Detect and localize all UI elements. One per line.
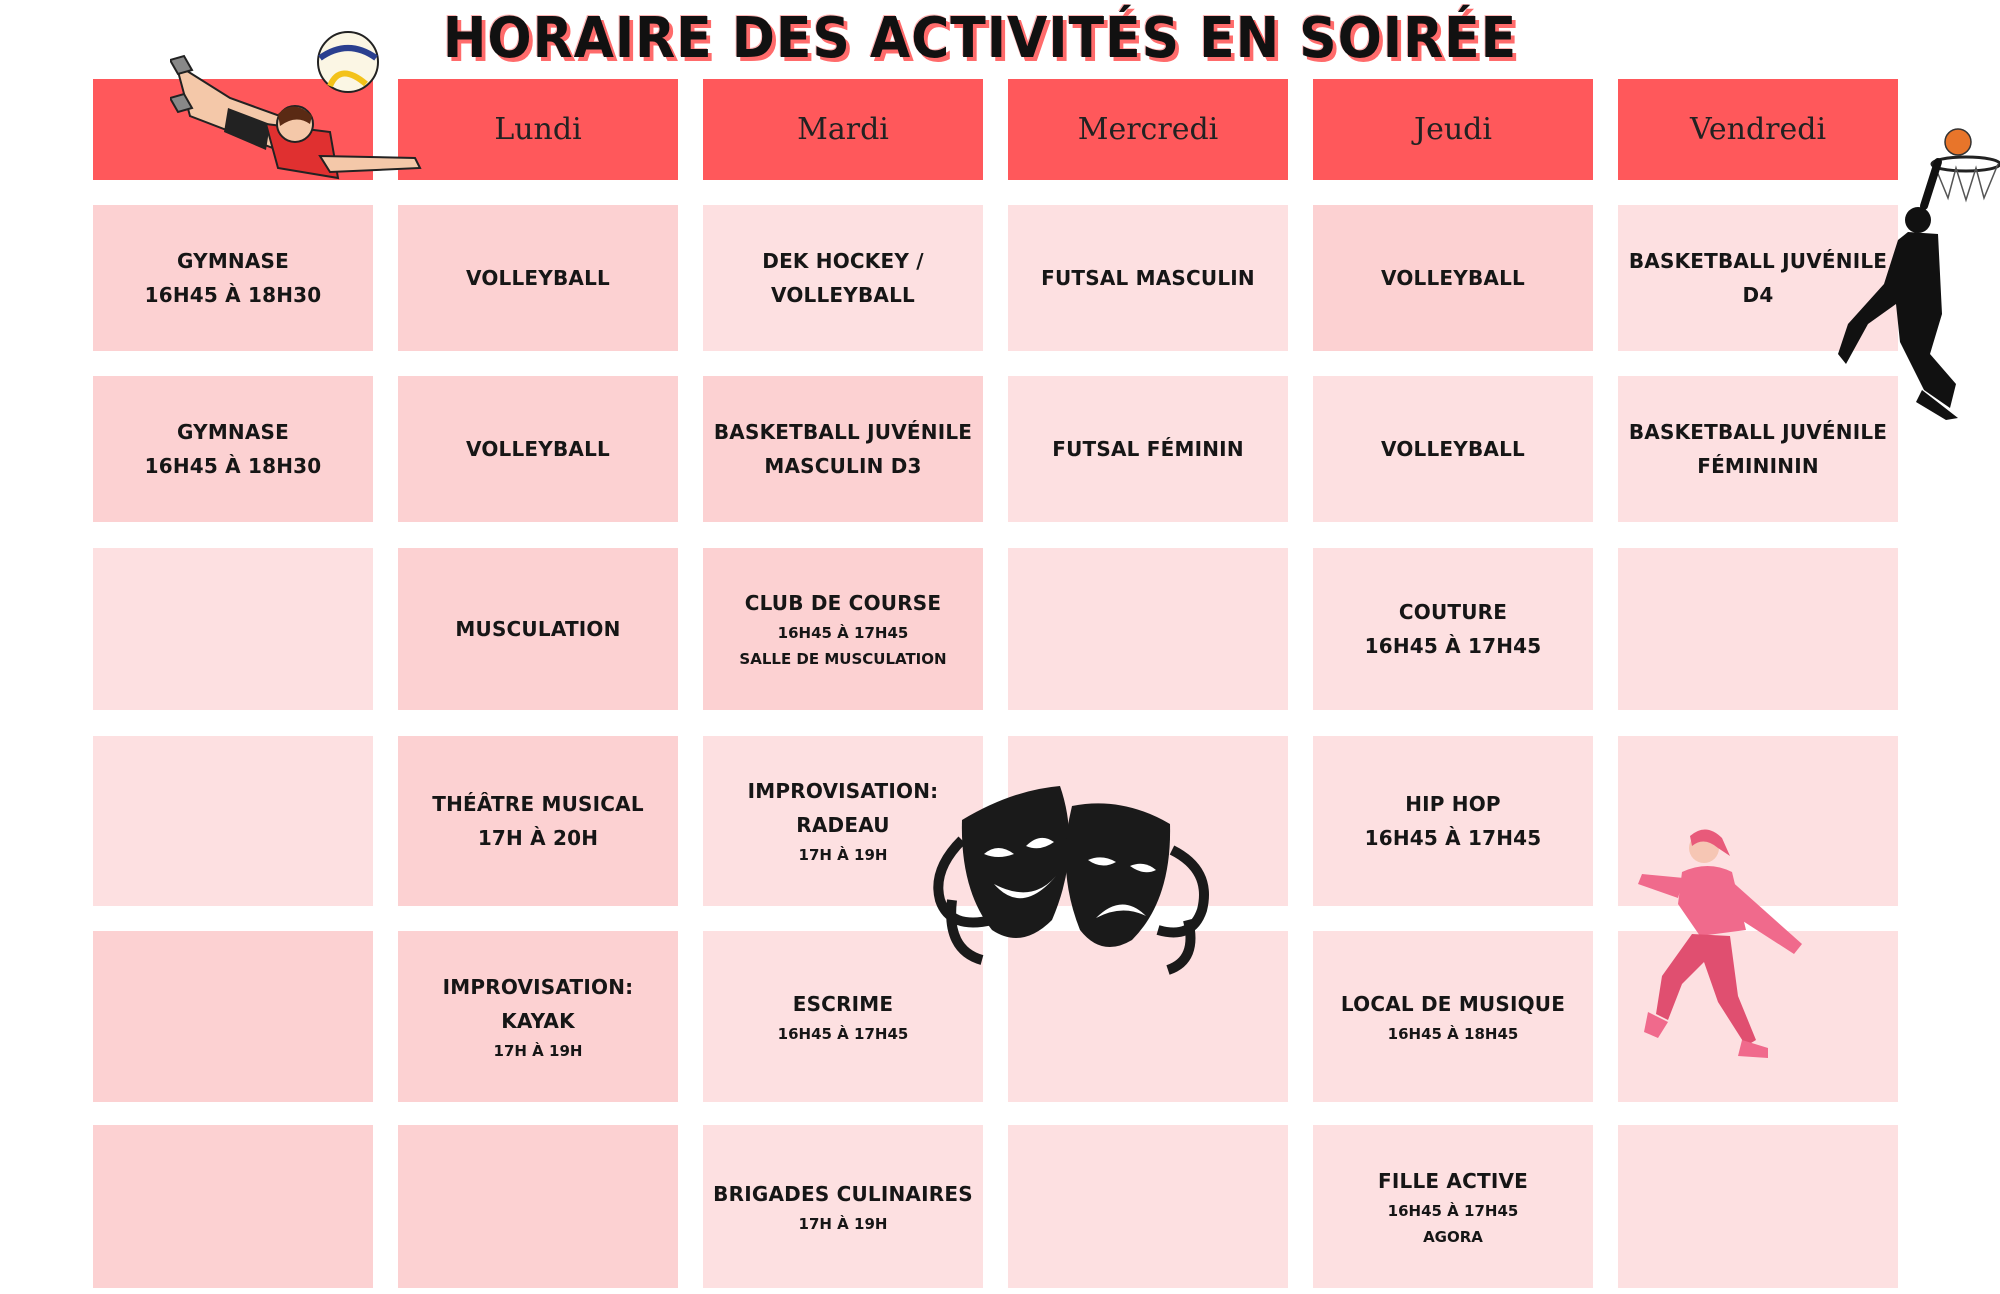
schedule-cell (398, 205, 678, 351)
schedule-cell (398, 1125, 678, 1288)
activity-text: MASCULIN D3 (764, 454, 922, 478)
day-header-3 (1008, 79, 1288, 180)
activity-detail: 16H45 À 18H45 (1387, 1024, 1519, 1043)
activity-text: IMPROVISATION: (442, 974, 634, 999)
activity-text: THÉÂTRE MUSICAL (432, 792, 644, 816)
activity-detail: 17H À 19H (798, 846, 888, 864)
activity-text: FUTSAL FÉMININ (1052, 437, 1244, 461)
activity-detail: 17H À 19H (798, 1214, 888, 1233)
day-header-1 (398, 79, 678, 180)
activity-text: 16H45 À 18H30 (144, 454, 322, 478)
schedule-cell (93, 205, 373, 351)
activity-detail: 17H À 19H (493, 1041, 583, 1060)
schedule-cell (1313, 376, 1593, 522)
activity-text: BRIGADES CULINAIRES (713, 1181, 973, 1206)
schedule-cell (398, 931, 678, 1102)
activity-text: 16H45 À 17H45 (1364, 634, 1542, 658)
schedule-cell (703, 376, 983, 522)
activity-text: 16H45 À 18H30 (144, 283, 322, 307)
day-label: Mardi (797, 112, 889, 147)
activity-detail: SALLE DE MUSCULATION (739, 650, 947, 668)
day-label: Lundi (494, 112, 582, 147)
basketball-player-silhouette (1838, 128, 2000, 420)
activity-text: 17H À 20H (477, 826, 599, 850)
activity-text: BASKETBALL JUVÉNILE (713, 420, 973, 444)
activity-detail: 16H45 À 17H45 (1387, 1201, 1519, 1220)
activity-text: VOLLEYBALL (1381, 437, 1525, 461)
schedule-cell (1313, 931, 1593, 1102)
schedule-cell (93, 376, 373, 522)
schedule-cell (398, 376, 678, 522)
activity-text: LOCAL DE MUSIQUE (1340, 991, 1566, 1016)
schedule-cell (93, 1125, 373, 1288)
schedule-cell (1008, 1125, 1288, 1288)
day-header-4 (1313, 79, 1593, 180)
schedule-cell (1008, 376, 1288, 522)
schedule-cell (398, 548, 678, 710)
activity-text: DEK HOCKEY / (762, 249, 924, 273)
activity-text: CLUB DE COURSE (744, 591, 942, 615)
activity-text: KAYAK (501, 1008, 575, 1033)
schedule-cell (93, 931, 373, 1102)
schedule-cell (703, 205, 983, 351)
volleyball-player-illustration (170, 28, 435, 193)
activity-text: FUTSAL MASCULIN (1041, 266, 1255, 290)
page-title: HORAIRE DES ACTIVITÉS EN SOIRÉE (442, 6, 1518, 71)
schedule-cell (1313, 736, 1593, 906)
activity-text: GYMNASE (176, 249, 290, 273)
schedule-cell (93, 736, 373, 906)
schedule-cell (1313, 548, 1593, 710)
activity-text: MUSCULATION (455, 617, 621, 641)
theatre-masks-icon (932, 780, 1212, 976)
schedule-cell (703, 548, 983, 710)
activity-text: BASKETBALL JUVÉNILE (1628, 249, 1888, 273)
schedule-cell (1313, 1125, 1593, 1288)
activity-text: 16H45 À 17H45 (1364, 826, 1542, 850)
activity-text: GYMNASE (176, 420, 290, 444)
activity-detail: 16H45 À 17H45 (777, 1024, 909, 1043)
activity-text: BASKETBALL JUVÉNILE (1628, 420, 1888, 444)
activity-text: FILLE ACTIVE (1378, 1168, 1528, 1193)
day-header-2 (703, 79, 983, 180)
activity-text: VOLLEYBALL (466, 437, 610, 461)
day-label: Mercredi (1077, 112, 1219, 147)
schedule-cell (398, 736, 678, 906)
schedule-cell (1618, 548, 1898, 710)
activity-text: FÉMINININ (1697, 454, 1819, 478)
activity-text: VOLLEYBALL (466, 266, 610, 290)
activity-text: RADEAU (796, 813, 890, 837)
schedule-cell (703, 1125, 983, 1288)
activity-text: COUTURE (1398, 600, 1508, 624)
activity-text: ESCRIME (792, 991, 894, 1016)
day-label: Jeudi (1414, 112, 1492, 147)
activity-text: HIP HOP (1405, 792, 1501, 816)
activity-text: VOLLEYBALL (771, 283, 915, 307)
schedule-cell (93, 548, 373, 710)
day-label: Vendredi (1689, 112, 1827, 147)
hip-hop-dancer-illustration (1634, 826, 1806, 1066)
activity-detail: 16H45 À 17H45 (777, 624, 909, 642)
schedule-cell (1008, 548, 1288, 710)
schedule-cell (1313, 205, 1593, 351)
activity-detail: AGORA (1423, 1227, 1483, 1246)
activity-text: VOLLEYBALL (1381, 266, 1525, 290)
schedule-cell (1008, 205, 1288, 351)
activity-text: D4 (1742, 283, 1774, 307)
schedule-cell (1618, 1125, 1898, 1288)
activity-text: IMPROVISATION: (747, 779, 939, 803)
